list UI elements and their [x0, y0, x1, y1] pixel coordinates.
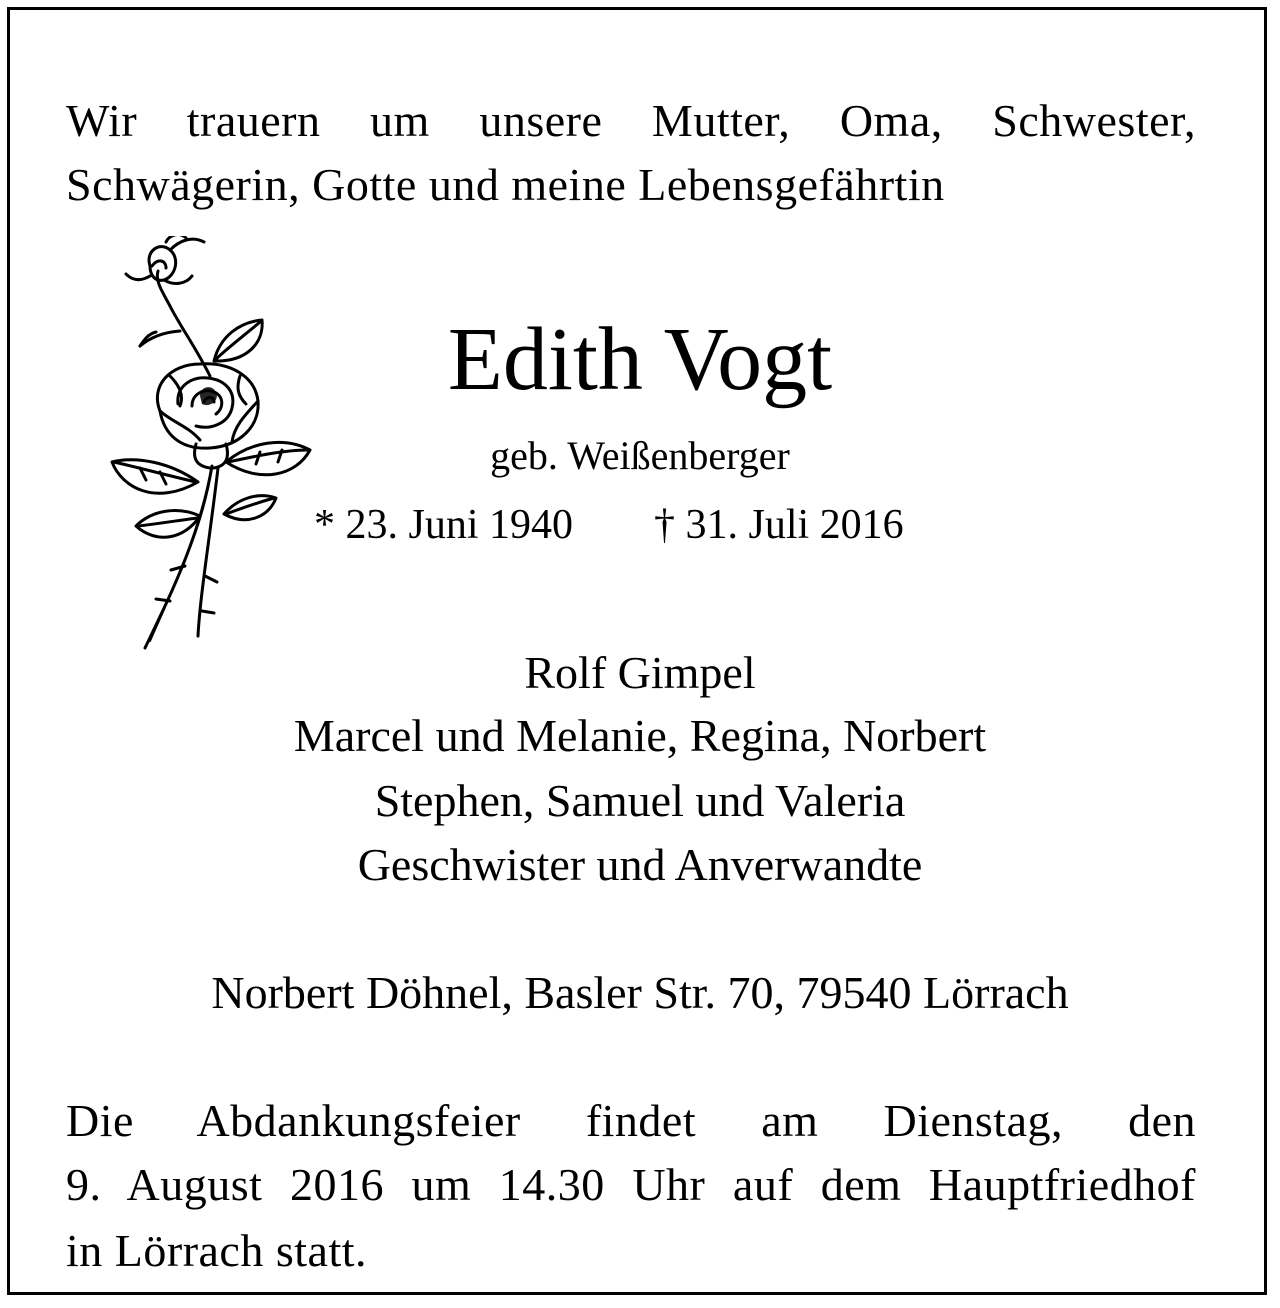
deceased-name: Edith Vogt	[447, 310, 833, 409]
ceremony-line-1: Die Abdankungsfeier findet am Dienstag, den	[66, 1095, 1196, 1146]
mourner-line-3: Stephen, Samuel und Valeria	[374, 775, 906, 826]
mourner-line-1: Rolf Gimpel	[524, 647, 756, 698]
mourner-line-2: Marcel und Melanie, Regina, Norbert	[293, 710, 987, 761]
intro-line-1: Wir trauern um unsere Mutter, Oma, Schwester,	[66, 95, 1196, 146]
mourner-line-4: Geschwister und Anverwandte	[357, 839, 923, 890]
ceremony-line-2: 9. August 2016 um 14.30 Uhr auf dem Hauptfriedhof	[66, 1159, 1196, 1210]
death-date: † 31. Juli 2016	[654, 502, 904, 548]
contact-address: Norbert Döhnel, Basler Str. 70, 79540 Lörrach	[211, 967, 1069, 1018]
birth-date: * 23. Juni 1940	[314, 502, 574, 548]
intro-line-2: Schwägerin, Gotte und meine Lebensgefährtin	[66, 159, 945, 210]
birth-name: geb. Weißenberger	[490, 433, 790, 478]
ceremony-line-3: in Lörrach statt.	[66, 1225, 368, 1276]
